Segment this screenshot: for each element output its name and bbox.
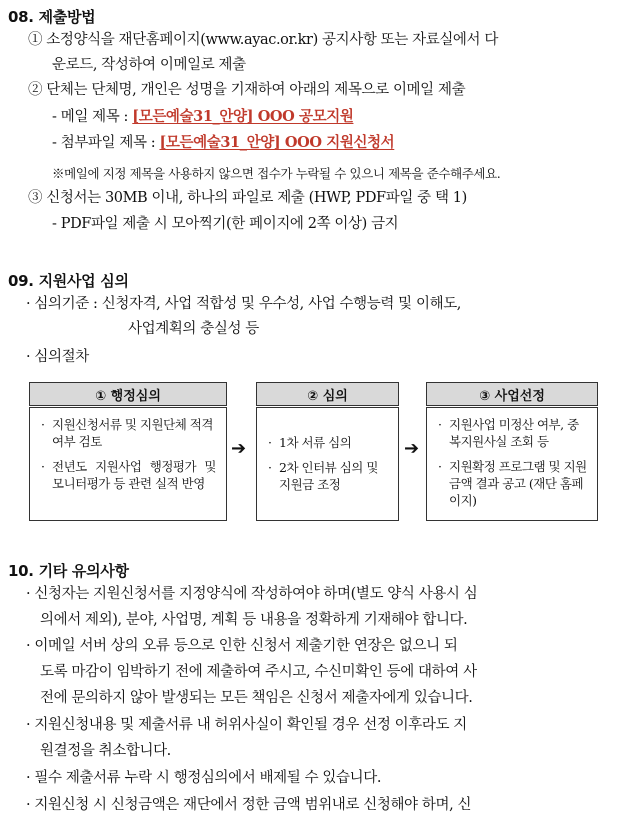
step2-body	[256, 407, 399, 521]
step3-body	[426, 407, 598, 521]
item3-line2: - PDF파일 제출 시 모아찍기(한 페이지에 2쪽 이상) 금지	[52, 216, 399, 232]
notice-line-9: · 지원신청 시 신청금액은 재단에서 정한 금액 범위내로 신청해야 하며, 신	[26, 797, 472, 813]
notice-line-8: · 필수 제출서류 누락 시 행정심의에서 배제될 수 있습니다.	[26, 770, 382, 786]
item2-line1: ② 단체는 단체명, 개인은 성명을 기재하여 아래의 제목으로 이메일 제출	[28, 82, 466, 98]
notice-line-6: · 지원신청내용 및 제출서류 내 허위사실이 확인될 경우 선정 이후라도 지	[26, 717, 467, 733]
item1-line1: ① 소정양식을 재단홈페이지(www.ayac.or.kr) 공지사항 또는 자료실에서 다	[28, 32, 498, 48]
section-09-title: 09. 지원사업 심의	[8, 272, 129, 290]
step1-title: ① 행정심의	[29, 382, 227, 406]
notice-line-3: · 이메일 서버 상의 오류 등으로 인한 신청서 제출기한 연장은 없으니 되	[26, 638, 458, 654]
notice-line-7: 원결정을 취소합니다.	[40, 743, 171, 759]
mail-title-row	[52, 108, 353, 126]
procedure-label: · 심의절차	[26, 349, 89, 365]
mail-title-value: [모든예술31_안양] OOO 공모지원	[132, 108, 354, 125]
attach-title-label: - 첨부파일 제목 :	[52, 135, 160, 151]
notice-line-1: · 신청자는 지원신청서를 지정양식에 작성하여야 하며(별도 양식 사용시 심	[26, 586, 478, 602]
step1-item1: · 지원신청서류 및 지원단체 적격여부 검토	[40, 416, 216, 450]
attach-title-value: [모든예술31_안양] OOO 지원신청서	[159, 134, 395, 151]
item3-line1: ③ 신청서는 30MB 이내, 하나의 파일로 제출 (HWP, PDF파일 중 택 1)	[28, 190, 467, 206]
notice-line-4: 도록 마감이 임박하기 전에 제출하여 주시고, 수신미확인 등에 대하여 사	[40, 664, 477, 680]
step2-item2: · 2차 인터뷰 심의 및 지원금 조정	[267, 459, 388, 493]
item1-line2: 운로드, 작성하여 이메일로 제출	[52, 57, 246, 73]
step3-item2: · 지원확정 프로그램 및 지원금액 결과 공고 (재단 홈페이지)	[437, 458, 587, 509]
step1-item2: · 전년도 지원사업 행정평가 및 모니터평가 등 관련 실적 반영	[40, 458, 216, 492]
step2-title: ② 심의	[256, 382, 399, 406]
notice-text: ※메일에 지정 제목을 사용하지 않으면 접수가 누락될 수 있으니 제목을 준수해주세요.	[52, 166, 501, 181]
criteria-line1: · 심의기준 : 신청자격, 사업 적합성 및 우수성, 사업 수행능력 및 이해도,	[26, 296, 462, 312]
notice-line-2: 의에서 제외), 분야, 사업명, 계획 등 내용을 정확하게 기재해야 합니다.	[40, 612, 468, 628]
step3-title: ③ 사업선정	[426, 382, 598, 406]
arrow-icon-2: ➔	[404, 438, 420, 459]
step1-body	[29, 407, 227, 521]
attach-title-row	[52, 134, 394, 152]
criteria-line2: 사업계획의 충실성 등	[128, 321, 259, 337]
step3-item1: · 지원사업 미정산 여부, 중복지원사실 조회 등	[437, 416, 587, 450]
notice-line-5: 전에 문의하지 않아 발생되는 모든 책임은 신청서 제출자에게 있습니다.	[40, 690, 473, 706]
section-08-title: 08. 제출방법	[8, 8, 96, 26]
step2-item1: · 1차 서류 심의	[267, 434, 388, 451]
arrow-icon-1: ➔	[231, 438, 247, 459]
mail-title-label: - 메일 제목 :	[52, 109, 133, 125]
section-10-title: 10. 기타 유의사항	[8, 562, 129, 580]
